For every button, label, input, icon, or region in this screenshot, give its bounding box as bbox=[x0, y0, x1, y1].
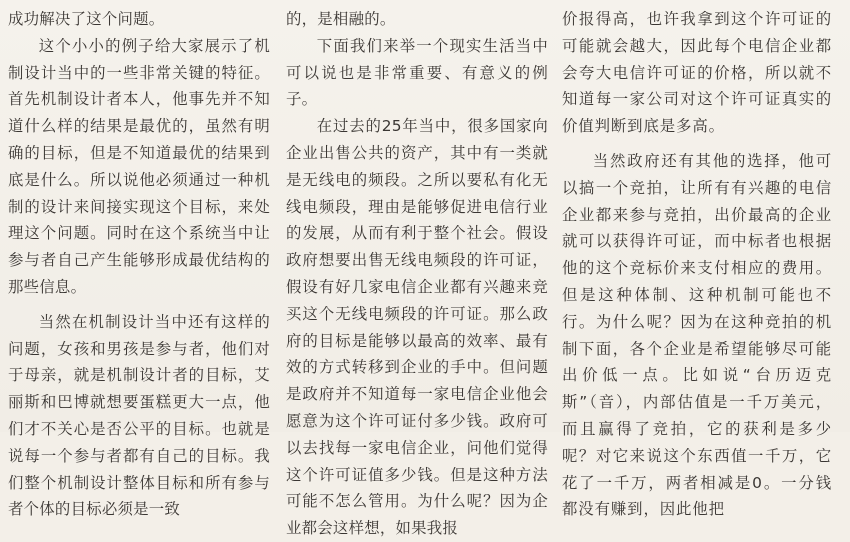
paragraph: 在过去的25年当中，很多国家向企业出售公共的资产，其中有一类就是无线电的频段。之所以要私有化无线电频段，理由是能够促进电信行业的发展，从而有利于整个社会。假设政府想要出售无线电频段的许可证，假设有好几家电信企业都有兴趣来竞买这个无线电频段的许可证。那么政府的目标是能够以最高的效率、最有效的方式转移到企业的手中。但问题是政府并不知道每一家电信企业他会愿意为这个许可证付多少钱。政府可以去找每一家电信企业，问他们觉得这个许可证值多少钱。但是这种方法可能不怎么管用。为什么呢？因为企业都会这样想，如果我报 bbox=[286, 117, 548, 538]
paragraph: 当然政府还有其他的选择，他可以搞一个竞拍，让所有有兴趣的电信企业都来参与竞拍，出价最高的企业就可以获得许可证，而中标者也根据他的这个竞标价来支付相应的费用。但是这种体制、这种机制可能也不行。为什么呢？因为在这种竞拍的机制下面，各个企业是希望能够尽可能出价低一点。比如说“台历迈克斯”（音），内部估值是一千万美元，而且赢得了竞拍，它的获利是多少呢？对它来说这个东西值一千万，它花了一千万，两者相减是0。一分钱都没有赚到，因此他把 bbox=[562, 151, 832, 519]
paragraph: 这个小小的例子给大家展示了机制设计当中的一些非常关键的特征。首先机制设计者本人，他事先并不知道什么样的结果是最优的，虽然有明确的目标，但是不知道最优的结果到底是什么。所以说他必须通过一种机制的设计来间接实现这个目标，来处理这个问题。同时在这个系统当中让参与者自己产生能够形成最优结构的那些信息。 bbox=[8, 36, 270, 296]
text-column-left bbox=[8, 0, 270, 519]
paragraph: 下面我们来举一个现实生活当中可以说也是非常重要、有意义的例子。 bbox=[286, 36, 548, 109]
paragraph-continuation: 的，是相融的。 bbox=[286, 10, 396, 28]
paragraph: 当然在机制设计当中还有这样的问题，女孩和男孩是参与者，他们对于母亲，就是机制设计者的目标，艾丽斯和巴博就想要蛋糕更大一点，他们才不关心是否公平的目标。也就是说每一个参与者都有自己的目标。我们整个机制设计整体目标和所有参与者个体的目标必须是一致 bbox=[8, 312, 270, 519]
text-column-middle bbox=[286, 0, 548, 538]
text-column-right bbox=[562, 0, 832, 519]
paragraph-continuation: 成功解决了这个问题。 bbox=[8, 10, 165, 28]
paragraph-continuation: 价报得高，也许我拿到这个许可证的可能就会越大，因此每个电信企业都会夸大电信许可证的价格，所以就不知道每一家公司对这个许可证真实的价值判断到底是多高。 bbox=[562, 10, 832, 136]
